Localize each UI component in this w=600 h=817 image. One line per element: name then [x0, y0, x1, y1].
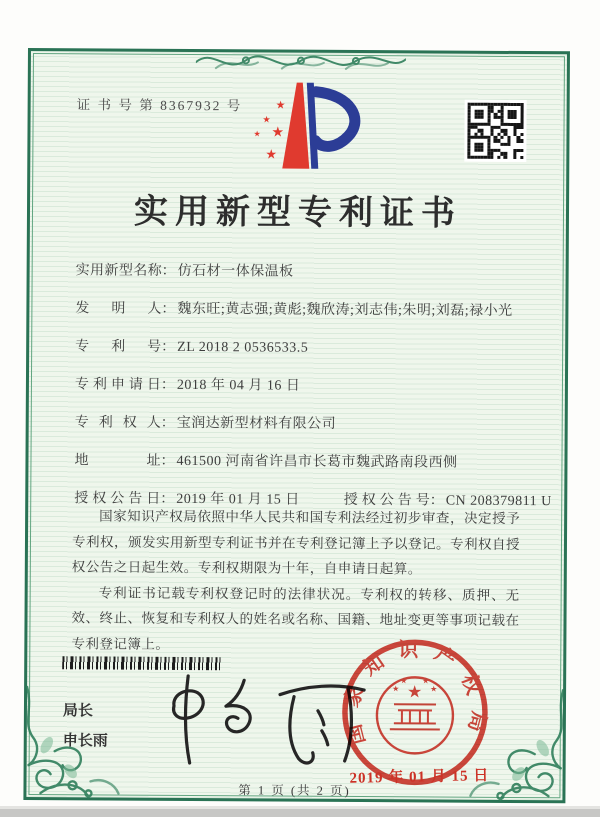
- legal-paragraph-1: 国家知识产权局依照中华人民共和国专利法经过初步审查，决定授予专利权，颁发实用新型专利证书并在专利登记簿上予以登记。专利权自授权公告之日起生效。专利权期限为十年，自申请日起算。: [71, 508, 521, 577]
- field-label: 地址: [74, 453, 161, 469]
- field-value: 2018 年 04 月 16 日: [176, 377, 301, 394]
- field-value: ZL 2018 2 0536533.5: [177, 339, 309, 356]
- svg-text:★: ★: [275, 98, 286, 112]
- director-title: 局长: [62, 702, 94, 720]
- field-colon: ：: [160, 415, 175, 431]
- field-label: 专利权人: [74, 415, 161, 431]
- qr-code: [464, 100, 526, 162]
- field-colon: ：: [429, 493, 444, 509]
- svg-text:★: ★: [253, 129, 261, 139]
- field-colon: ：: [161, 339, 176, 355]
- field-value: 2019 年 01 月 15 日: [176, 491, 300, 508]
- field-value: 仿石材一体保温板: [177, 263, 294, 280]
- svg-text:★: ★: [422, 676, 430, 686]
- field-label: 授权公告号: [343, 492, 430, 509]
- svg-text:★: ★: [407, 682, 423, 703]
- certificate-number: 证 书 号 第 8367932 号: [76, 97, 243, 114]
- page-number: 第 1 页 (共 2 页): [238, 783, 351, 798]
- field-value: 宝润达新型材料有限公司: [176, 415, 337, 432]
- field-row-address: [74, 449, 530, 476]
- director-block: [63, 696, 108, 756]
- svg-text:★: ★: [271, 124, 285, 141]
- certificate-title: 实用新型专利证书: [133, 193, 463, 233]
- patent-certificate-sheet: [23, 48, 570, 803]
- field-row-inventors: [75, 297, 531, 324]
- field-value: 461500 河南省许昌市长葛市魏武路南段西侧: [176, 453, 458, 471]
- seal-text: 国家知识产权局: [340, 639, 490, 748]
- field-value: 魏东旺;黄志强;黄彪;魏欣涛;刘志伟;朱明;刘磊;禄小光: [177, 301, 513, 319]
- field-row-name: [76, 259, 532, 286]
- field-colon: ：: [161, 301, 176, 317]
- field-label: 发明人: [75, 301, 162, 317]
- field-label: 实用新型名称: [75, 263, 162, 279]
- svg-text:★: ★: [430, 684, 438, 694]
- cnipa-logo-icon: [233, 74, 364, 183]
- field-label: 专利号: [75, 339, 162, 355]
- field-row-filing-date: [75, 373, 531, 400]
- field-row-patentee: [75, 411, 531, 438]
- svg-text:★: ★: [392, 684, 400, 694]
- field-label: 授权公告日: [74, 491, 161, 507]
- photo-edge: [0, 809, 600, 817]
- svg-text:★: ★: [400, 676, 408, 686]
- svg-text:★: ★: [262, 115, 271, 126]
- legal-paragraph-2: 专利证书记载专利权登记时的法律状况。专利权的转移、质押、无效、终止、恢复和专利权人的姓名或名称、国籍、地址变更等事项记载在专利登记簿上。: [71, 584, 520, 652]
- svg-text:★: ★: [265, 147, 278, 163]
- field-list: [74, 259, 552, 528]
- seal-date: 2019 年 01 月 15 日: [349, 768, 490, 787]
- field-colon: ：: [161, 263, 176, 279]
- field-value: CN 208379811 U: [445, 493, 552, 510]
- field-label: 专利申请日: [74, 377, 161, 393]
- field-colon: ：: [160, 453, 175, 469]
- field-colon: ：: [160, 377, 175, 393]
- director-name: 申长雨: [62, 732, 108, 750]
- field-colon: ：: [160, 491, 175, 507]
- field-row-patent-no: [75, 335, 531, 362]
